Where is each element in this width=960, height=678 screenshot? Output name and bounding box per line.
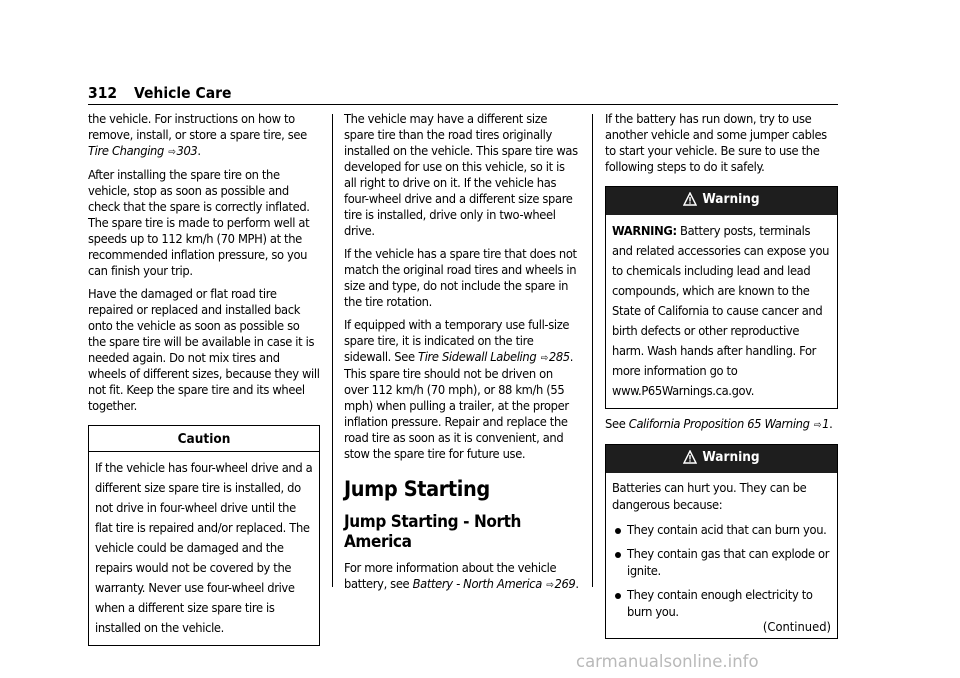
- page-header: [88, 82, 838, 104]
- caution-title: Caution: [89, 426, 319, 452]
- warning-header: [606, 187, 837, 215]
- bullet-icon: [615, 593, 621, 599]
- warning-bullet-list: [612, 522, 831, 621]
- paragraph-rotation: If the vehicle has a spare tire that does not match the original road tires and wheels in size and type, do not include the spare in the tire rotation.: [344, 247, 577, 310]
- caution-text: If the vehicle has four-wheel drive and a different size spare tire is installed, do not drive in four-wheel drive until the flat tire is repaired and/or replaced. The vehicle could be damaged and the repairs would not be covered by the warranty. Never use four-wheel drive when a different size spare tire is installed on the vehicle.: [95, 461, 313, 636]
- paragraph-see-prop65: See California Proposition 65 Warning ⇨1.: [605, 417, 833, 432]
- warning-title: Warning: [702, 191, 760, 207]
- page-arrow-icon: ⇨: [546, 580, 554, 591]
- paragraph-battery-run-down: If the battery has run down, try to use another vehicle and some jumper cables to start your vehicle. Be sure to use the following steps to do it safely.: [605, 112, 827, 175]
- page-arrow-icon: ⇨: [540, 353, 548, 364]
- column-3: [605, 112, 838, 647]
- section-title: Vehicle Care: [134, 84, 232, 102]
- column-divider-1: [332, 114, 333, 587]
- xref-page[interactable]: 1: [822, 417, 830, 432]
- list-item: They contain enough electricity to burn you.: [612, 587, 831, 621]
- xref-page[interactable]: 285: [548, 350, 570, 365]
- xref-battery[interactable]: Battery - North America: [412, 577, 542, 592]
- xref-tire-changing[interactable]: Tire Changing: [88, 144, 164, 159]
- list-item: They contain acid that can burn you.: [612, 522, 831, 539]
- xref-tire-sidewall[interactable]: Tire Sidewall Labeling: [418, 350, 537, 365]
- paragraph-different-size-spare: The vehicle may have a different size spare tire than the road tires originally installed on the vehicle. This spare tire was developed for use on this vehicle, so it is all right to drive on it. If the vehicle has four-wheel drive and a different size spare tire is installed, drive only in two-wheel drive.: [344, 112, 578, 239]
- paragraph-spare-instructions: the vehicle. For instructions on how to remove, install, or store a spare tire, see Tire Changing ⇨303.: [88, 112, 307, 159]
- paragraph-battery-info: For more information about the vehicle battery, see Battery - North America ⇨269.: [344, 561, 579, 592]
- continued-label: (Continued): [762, 620, 831, 635]
- column-1: [88, 112, 320, 654]
- paragraph-repair: Have the damaged or flat road tire repaired or replaced and installed back onto the vehicle as soon as possible so the spare tire will be available in case it is needed again. Do not mix tires and wheels of different sizes, because they will not fit. Keep the spare tire and its wheel together.: [88, 287, 320, 414]
- page-arrow-icon: ⇨: [813, 420, 822, 431]
- subheading-jump-starting-na: Jump Starting - North America: [344, 512, 522, 552]
- column-2: [344, 112, 580, 601]
- page-arrow-icon: ⇨: [168, 147, 176, 158]
- warning-intro: Batteries can hurt you. They can be dangerous because:: [612, 481, 807, 513]
- warning-text-p65: WARNING: Battery posts, terminals and related accessories can expose you to chemicals including lead and lead compounds, which are known to the State of California to cause cancer and birth defects or other reproductive harm. Wash hands after handling. For more information go to www.P65Warnings.ca.gov.: [612, 224, 830, 399]
- paragraph-full-size-spare: If equipped with a temporary use full-size spare tire, it is indicated on the tire sidewall. See Tire Sidewall Labeling ⇨285. This spare tire should not be driven on over 112 km/h (70 mph), or 88 km/h (55 mph) when pulling a trailer, at the proper inflation pressure. Repair and replace the road tire as soon as it is convenient, and stow the spare tire for future use.: [344, 318, 574, 462]
- xref-page[interactable]: 303: [176, 144, 198, 159]
- page-number: 312: [88, 84, 118, 102]
- warning-title: Warning: [702, 449, 760, 465]
- header-rule: [88, 104, 838, 105]
- warning-box-batteries: [605, 444, 838, 639]
- column-divider-2: [592, 114, 593, 587]
- xref-page[interactable]: 269: [554, 577, 576, 592]
- list-item: They contain gas that can explode or ignite.: [612, 546, 831, 580]
- heading-jump-starting: Jump Starting: [344, 477, 490, 502]
- caution-box: [88, 425, 320, 646]
- warning-box-p65: [605, 186, 838, 409]
- warning-triangle-icon: [683, 192, 697, 210]
- warning-header: [606, 445, 837, 473]
- paragraph-after-install: After installing the spare tire on the vehicle, stop as soon as possible and check that the spare is correctly inflated. The spare tire is made to perform well at speeds up to 112 km/h (70 MPH) at the recommended inflation pressure, so you can finish your trip.: [88, 168, 310, 279]
- warning-triangle-icon: [683, 450, 697, 468]
- xref-prop65[interactable]: California Proposition 65 Warning: [628, 417, 810, 432]
- bullet-icon: [615, 552, 621, 558]
- bullet-icon: [615, 528, 621, 534]
- watermark: carmanualsonline.info: [576, 652, 759, 671]
